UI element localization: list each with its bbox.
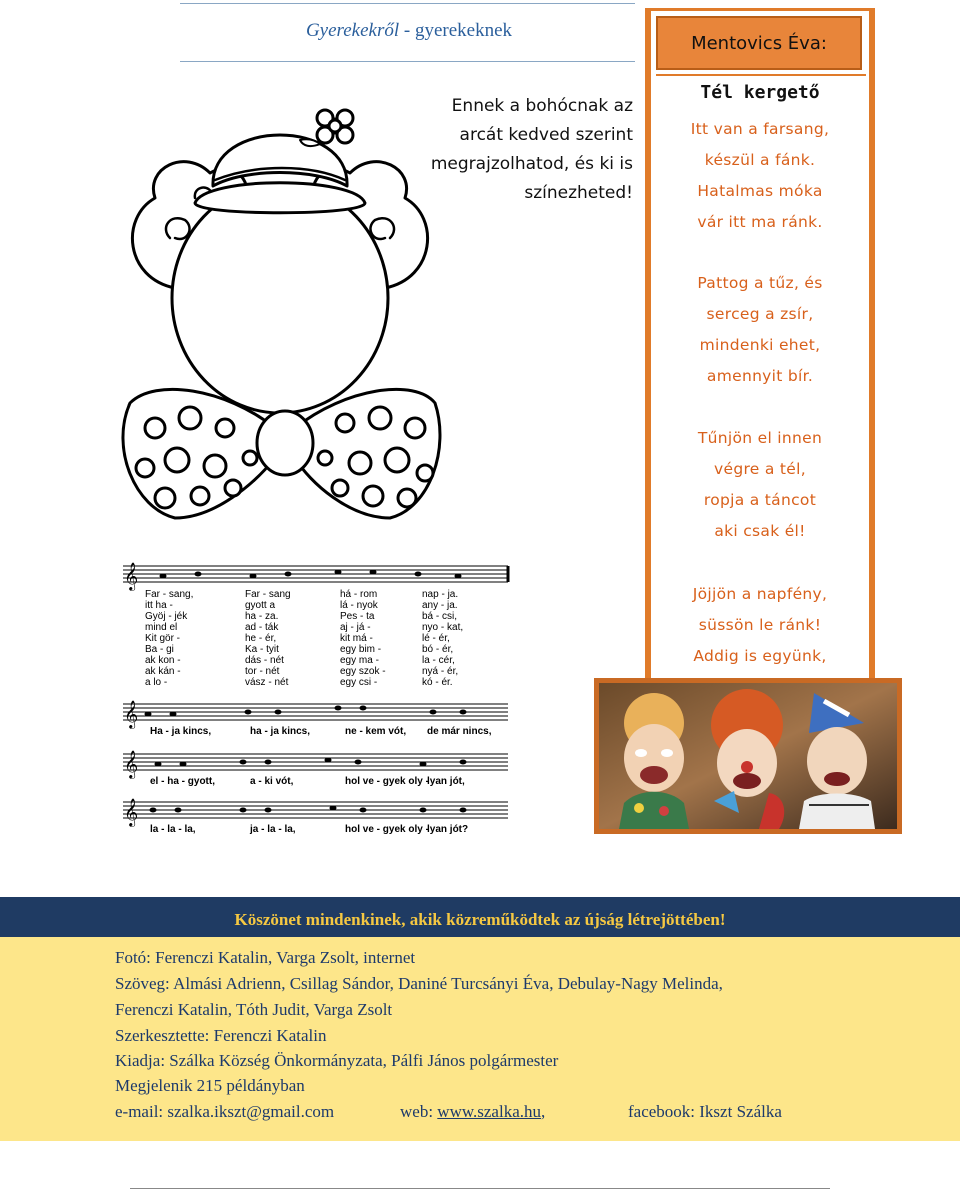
song-syllables: hol ve - gyek oly - <box>345 776 429 787</box>
song-syllables: dás - nét <box>245 655 284 666</box>
clown-children-painting <box>594 678 902 834</box>
poem-stanza <box>651 268 869 392</box>
credit-photo: Fotó: Ferenczi Katalin, Varga Zsolt, internet <box>115 948 416 967</box>
svg-text:𝄞: 𝄞 <box>124 562 139 590</box>
song-lyric-row <box>145 655 475 666</box>
song-syllables: ak kán - <box>145 666 181 677</box>
poem-line: végre a tél, <box>714 460 806 478</box>
poem-line: Itt van a farsang, <box>690 120 830 138</box>
song-syllables: egy szok - <box>340 666 386 677</box>
thanks-banner <box>0 897 960 937</box>
poem-line: készül a fánk. <box>704 151 816 169</box>
caption-line: színezheted! <box>524 183 633 203</box>
song-lyric-row <box>145 633 475 644</box>
svg-text:𝄞: 𝄞 <box>124 750 139 778</box>
poem-line: ropja a táncot <box>703 491 817 509</box>
thanks-text: Köszönet mindenkinek, akik közreműködtek az újság létrejöttében! <box>234 910 726 929</box>
website-link[interactable]: www.szalka.hu <box>437 1102 541 1121</box>
footer-rule <box>130 1188 830 1189</box>
song-lyric-row <box>145 611 475 622</box>
caption-line: megrajzolhatod, és ki is <box>430 154 633 174</box>
song-syllables: lá - nyok <box>340 600 378 611</box>
poem-line: serceg a zsír, <box>706 305 814 323</box>
poem-line: Pattog a tűz, és <box>697 274 823 292</box>
song-syllables: egy ma - <box>340 655 379 666</box>
song-syllables: kó - ér. <box>422 677 453 688</box>
song-syllables: gyott a <box>245 600 276 611</box>
header-rule-bottom <box>180 61 635 62</box>
song-syllables: ak kon - <box>145 655 181 666</box>
song-syllables: ha - za. <box>245 611 279 622</box>
song-syllables: tor - nét <box>245 666 280 677</box>
song-line-4 <box>150 824 480 836</box>
poem-line: aki csak él! <box>714 522 806 540</box>
song-syllables: aj - já - <box>340 622 371 633</box>
song-syllables: ja - la - la, <box>250 824 296 835</box>
song-lyric-row <box>145 666 475 677</box>
song-syllables: egy csi - <box>340 677 378 688</box>
poem-author: Mentovics Éva: <box>656 16 862 70</box>
credit-web <box>400 1102 545 1122</box>
credit-text: Szöveg: Almási Adrienn, Csillag Sándor, Daniné Turcsányi Éva, Debulay-Nagy Melinda, <box>115 974 723 993</box>
poem-line: Tűnjön el innen <box>697 429 823 447</box>
song-syllables: la - la - la, <box>150 824 196 835</box>
song-lyric-row <box>150 776 480 788</box>
song-syllables: Ha - ja kincs, <box>150 726 212 737</box>
newsletter-title-italic: Gyerekekről <box>305 20 400 41</box>
credit-copies: Megjelenik 215 példányban <box>115 1076 305 1095</box>
song-syllables: any - ja. <box>422 600 458 611</box>
song-lyric-row <box>150 726 492 738</box>
song-line-3 <box>150 776 480 788</box>
song-lyrics <box>145 589 475 688</box>
credit-email[interactable]: e-mail: szalka.ikszt@gmail.com <box>115 1102 335 1121</box>
song-syllables: kit má - <box>340 633 373 644</box>
svg-text:𝄞: 𝄞 <box>124 700 139 728</box>
song-syllables: egy bim - <box>340 644 382 655</box>
song-lyric-row <box>145 644 475 655</box>
song-syllables: bó - ér, <box>422 644 454 655</box>
poem-line: süssön le ránk! <box>698 616 822 634</box>
song-line-2 <box>150 726 492 738</box>
painting-image <box>599 683 897 829</box>
song-syllables: Kit gör - <box>145 633 181 644</box>
clown-coloring-illustration <box>115 88 445 533</box>
song-syllables: ha - ja kincs, <box>250 726 311 737</box>
song-syllables: ad - ták <box>245 622 279 633</box>
credits-box <box>0 937 960 1141</box>
caption-line: Ennek a bohócnak az <box>451 96 633 116</box>
song-lyric-row <box>145 677 475 688</box>
song-syllables: a - ki vót, <box>250 776 294 787</box>
poem-stanza <box>651 579 869 672</box>
credit-publisher: Kiadja: Szálka Község Önkormányzata, Pálfi János polgármester <box>115 1051 559 1070</box>
credit-web-suffix: , <box>541 1102 546 1121</box>
credit-web-label: web: <box>400 1102 438 1121</box>
song-syllables: Far - sang, <box>145 589 194 600</box>
song-syllables: de már nincs, <box>427 726 492 737</box>
credit-editor: Szerkesztette: Ferenczi Katalin <box>115 1026 327 1045</box>
poem-line: Hatalmas móka <box>697 182 823 200</box>
song-lyric-row <box>145 600 475 611</box>
svg-text:𝄞: 𝄞 <box>124 798 139 826</box>
song-syllables: nyá - ér, <box>422 666 459 677</box>
song-syllables: nap - ja. <box>422 589 459 600</box>
song-lyric-row <box>145 589 475 600</box>
poem-line: mindenki ehet, <box>699 336 821 354</box>
song-syllables: lyan jót? <box>427 824 469 835</box>
poem-line: Addig is együnk, <box>693 647 827 665</box>
poem-title: Tél kergető <box>700 82 820 103</box>
song-syllables: lyan jót, <box>427 776 465 787</box>
author-underline <box>656 74 866 76</box>
poem-stanza <box>651 114 869 238</box>
newsletter-title-rest: - gyerekeknek <box>399 20 513 41</box>
header-rule-top <box>180 3 635 4</box>
song-syllables: bá - csi, <box>422 611 458 622</box>
song-syllables: Ba - gi <box>145 644 174 655</box>
credit-facebook[interactable]: facebook: Ikszt Szálka <box>628 1102 782 1121</box>
song-syllables: a lo - <box>145 677 168 688</box>
song-syllables: Far - sang <box>245 589 291 600</box>
song-syllables: Pes - ta <box>340 611 375 622</box>
song-syllables: vász - nét <box>245 677 289 688</box>
song-syllables: itt ha - <box>145 600 173 611</box>
song-syllables: há - rom <box>340 589 378 600</box>
poem-line: vár itt ma ránk. <box>697 213 823 231</box>
song-lyric-row <box>150 824 480 836</box>
poem-stanza <box>651 423 869 547</box>
song-syllables: Ka - tyit <box>245 644 279 655</box>
song-syllables: el - ha - gyott, <box>150 776 215 787</box>
poem-line: amennyit bír. <box>706 367 814 385</box>
song-syllables: ne - kem vót, <box>345 726 407 737</box>
song-syllables: hol ve - gyek oly - <box>345 824 429 835</box>
caption-line: arcát kedved szerint <box>459 125 633 145</box>
song-syllables: la - cér, <box>422 655 455 666</box>
song-lyric-row <box>145 622 475 633</box>
song-syllables: Gyöj - jék <box>145 611 188 622</box>
song-syllables: mind el <box>145 622 178 633</box>
newsletter-title <box>180 20 638 42</box>
song-syllables: lé - ér, <box>422 633 450 644</box>
credit-text-cont: Ferenczi Katalin, Tóth Judit, Varga Zsolt <box>115 1000 393 1019</box>
song-syllables: he - ér, <box>245 633 277 644</box>
poem-line: Jöjjön a napfény, <box>692 585 828 603</box>
song-syllables: nyo - kat, <box>422 622 464 633</box>
